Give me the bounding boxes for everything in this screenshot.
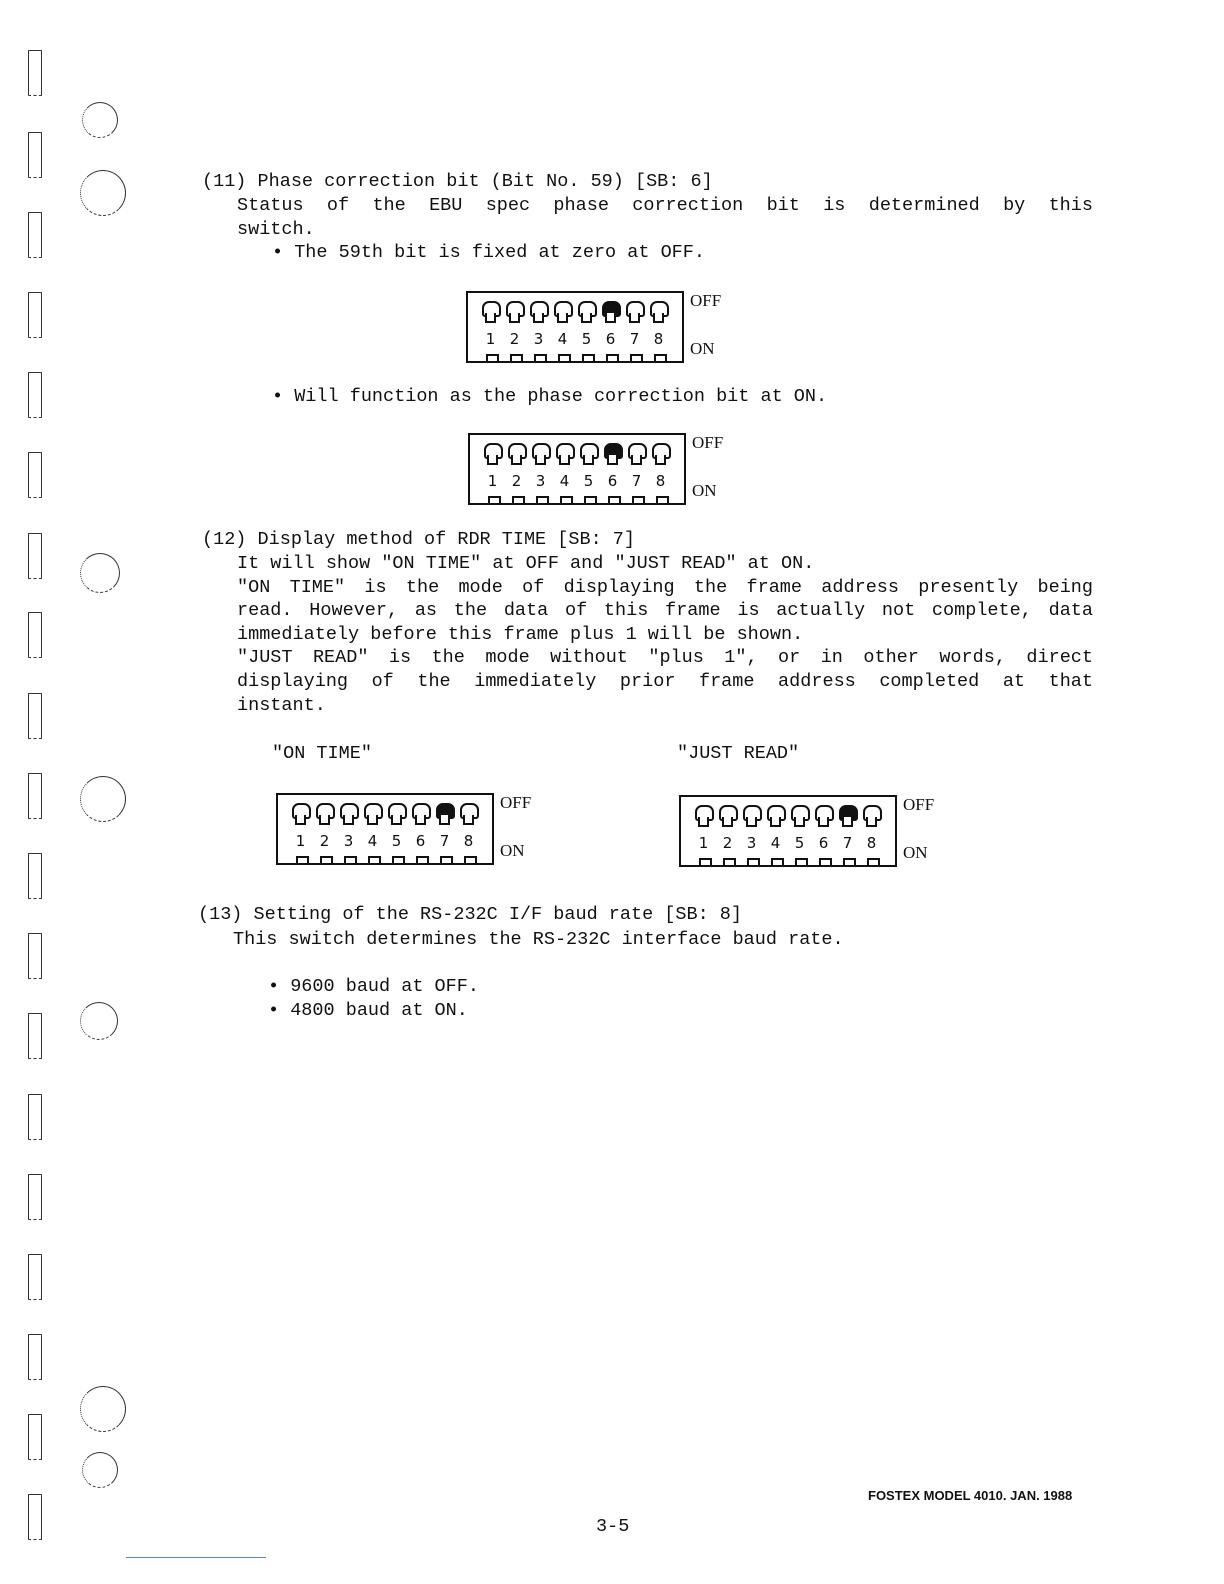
dip-switch-stem [487, 455, 498, 465]
dip-frame-edge [684, 433, 686, 505]
dip-switch-5 [388, 803, 405, 827]
binder-slot [28, 132, 42, 178]
dip-switch-stem [391, 815, 402, 825]
dip-switch-7 [628, 443, 645, 467]
dip-pin [486, 354, 499, 363]
dip-switch-8 [460, 803, 477, 827]
dip-switch-6 [602, 301, 619, 325]
dip-switch-6 [604, 443, 621, 467]
dip-switch-number: 6 [415, 832, 426, 850]
dip-pin [867, 858, 880, 867]
dip-switch-3 [743, 805, 760, 829]
dip-frame-edge [682, 291, 684, 363]
dip-pin [699, 858, 712, 867]
dip-switch-number: 5 [794, 834, 805, 852]
dip-switch-stem [605, 313, 616, 323]
dip-switch-number: 7 [842, 834, 853, 852]
dip-switch-4 [554, 301, 571, 325]
dip-switch-7 [436, 803, 453, 827]
dip-pin [654, 354, 667, 363]
dip-switch-stem [511, 455, 522, 465]
decorative-rule [126, 1557, 266, 1558]
dip-switch-stem [319, 815, 330, 825]
dip-pin [632, 496, 645, 505]
dip-pin [344, 856, 357, 865]
dip-switch-1 [482, 301, 499, 325]
dip-pin [510, 354, 523, 363]
section-12-paragraph-line: "ON TIME" is the mode of displaying the frame address presently being [237, 577, 1093, 598]
dip-pin [392, 856, 405, 865]
dip-switch-number: 2 [319, 832, 330, 850]
section-11-paragraph-line: Status of the EBU spec phase correction bit is determined by this [237, 195, 1093, 216]
section-11-bullet: • Will function as the phase correction bit at ON. [272, 386, 828, 407]
dip-pin [843, 858, 856, 867]
dip-switch-4 [364, 803, 381, 827]
dip-switch-stem [583, 455, 594, 465]
dip-switch-number: 8 [655, 472, 666, 490]
dip-switch-6 [815, 805, 832, 829]
dip-pin [416, 856, 429, 865]
binder-hole [80, 170, 126, 216]
section-13-bullet: • 4800 baud at ON. [268, 1000, 468, 1021]
binder-hole [80, 553, 120, 593]
on-label: ON [500, 841, 525, 860]
binder-slot [28, 292, 42, 338]
dip-switch-number: 7 [631, 472, 642, 490]
dip-switch-2 [508, 443, 525, 467]
dip-switch-stem [746, 817, 757, 827]
binder-slot [28, 693, 42, 739]
dip-switch-stem [842, 817, 853, 827]
dip-switch-stem [655, 455, 666, 465]
dip-switch-stem [581, 313, 592, 323]
binder-slot [28, 1013, 42, 1059]
caption-on-time: "ON TIME" [272, 743, 372, 764]
dip-switch-number: 1 [295, 832, 306, 850]
dip-pin [656, 496, 669, 505]
binder-slot [28, 1414, 42, 1460]
dip-switch-1 [695, 805, 712, 829]
section-12-paragraph-line: displaying of the immediately prior frame address completed at that [237, 671, 1093, 692]
dip-pin [747, 858, 760, 867]
dip-switch-number: 3 [343, 832, 354, 850]
dip-switch-8 [652, 443, 669, 467]
section-13-paragraph: This switch determines the RS-232C interface baud rate. [233, 929, 844, 950]
dip-switch-5 [791, 805, 808, 829]
dip-pin [771, 858, 784, 867]
binder-slot [28, 212, 42, 258]
binder-slot [28, 773, 42, 819]
binder-slot [28, 612, 42, 658]
dip-pin [630, 354, 643, 363]
dip-switch-number: 7 [629, 330, 640, 348]
dip-switch-stem [818, 817, 829, 827]
dip-switch-1 [484, 443, 501, 467]
dip-switch-number: 6 [605, 330, 616, 348]
dip-switch-1 [292, 803, 309, 827]
dip-pin [368, 856, 381, 865]
dip-switch-stem [794, 817, 805, 827]
section-13-heading: (13) Setting of the RS-232C I/F baud rate [SB: 8] [198, 904, 742, 925]
dip-switch-stem [722, 817, 733, 827]
dip-pin [488, 496, 501, 505]
dip-switch-3 [530, 301, 547, 325]
binder-slot [28, 372, 42, 418]
section-12-paragraph-line: instant. [237, 695, 326, 716]
dip-pin [534, 354, 547, 363]
dip-switch-stem [698, 817, 709, 827]
dip-switch-stem [533, 313, 544, 323]
section-12-paragraph-line: immediately before this frame plus 1 will be shown. [237, 624, 804, 645]
section-12-paragraph-line: It will show "ON TIME" at OFF and "JUST READ" at ON. [237, 553, 815, 574]
dip-pin [536, 496, 549, 505]
dip-switch-7 [839, 805, 856, 829]
dip-pin [440, 856, 453, 865]
dip-switch-diagram [276, 793, 532, 865]
off-label: OFF [690, 291, 722, 310]
binder-hole [80, 1386, 126, 1432]
dip-switch-7 [626, 301, 643, 325]
dip-switch-stem [557, 313, 568, 323]
dip-switch-stem [343, 815, 354, 825]
dip-switch-5 [578, 301, 595, 325]
on-label: ON [690, 339, 715, 358]
on-label: ON [692, 481, 717, 500]
dip-switch-number: 3 [746, 834, 757, 852]
dip-switch-8 [863, 805, 880, 829]
dip-switch-number: 4 [559, 472, 570, 490]
dip-switch-stem [295, 815, 306, 825]
dip-switch-6 [412, 803, 429, 827]
dip-switch-stem [559, 455, 570, 465]
binder-slot [28, 853, 42, 899]
binder-hole [82, 102, 118, 138]
dip-switch-number: 8 [866, 834, 877, 852]
dip-switch-number: 7 [439, 832, 450, 850]
dip-switch-2 [719, 805, 736, 829]
off-label: OFF [500, 793, 532, 812]
dip-switch-stem [415, 815, 426, 825]
dip-pin [584, 496, 597, 505]
dip-switch-number: 4 [557, 330, 568, 348]
footer-brand: FOSTEX MODEL 4010. JAN. 1988 [868, 1488, 1073, 1503]
dip-switch-number: 8 [653, 330, 664, 348]
dip-pin [819, 858, 832, 867]
dip-switch-stem [463, 815, 474, 825]
dip-frame-edge [492, 793, 494, 865]
dip-switch-stem [535, 455, 546, 465]
binder-slot [28, 1334, 42, 1380]
dip-switch-stem [607, 455, 618, 465]
dip-switch-number: 1 [485, 330, 496, 348]
binder-slot [28, 1094, 42, 1140]
dip-pin [320, 856, 333, 865]
binder-slot [28, 933, 42, 979]
dip-switch-3 [532, 443, 549, 467]
dip-pin [582, 354, 595, 363]
binder-slot [28, 1174, 42, 1220]
on-label: ON [903, 843, 928, 862]
dip-switch-stem [509, 313, 520, 323]
dip-switch-number: 2 [511, 472, 522, 490]
dip-pin [560, 496, 573, 505]
section-11-heading: (11) Phase correction bit (Bit No. 59) [SB: 6] [202, 171, 713, 192]
off-label: OFF [692, 433, 724, 452]
dip-pin [296, 856, 309, 865]
binder-slot [28, 452, 42, 498]
dip-switch-stem [653, 313, 664, 323]
section-12-paragraph-line: read. However, as the data of this frame is actually not complete, data [237, 600, 1093, 621]
dip-switch-number: 2 [722, 834, 733, 852]
dip-switch-number: 8 [463, 832, 474, 850]
dip-pin [795, 858, 808, 867]
dip-pin [464, 856, 477, 865]
dip-switch-stem [485, 313, 496, 323]
binder-slot [28, 50, 42, 96]
dip-pin [512, 496, 525, 505]
dip-switch-number: 1 [487, 472, 498, 490]
dip-switch-8 [650, 301, 667, 325]
dip-switch-diagram [468, 433, 724, 505]
dip-switch-number: 6 [818, 834, 829, 852]
dip-switch-number: 3 [533, 330, 544, 348]
dip-switch-number: 5 [583, 472, 594, 490]
section-11-paragraph-line: switch. [237, 219, 315, 240]
dip-pin [608, 496, 621, 505]
dip-switch-number: 4 [770, 834, 781, 852]
dip-switch-number: 2 [509, 330, 520, 348]
binder-hole [80, 776, 126, 822]
dip-switch-2 [506, 301, 523, 325]
binder-slot [28, 1254, 42, 1300]
dip-switch-stem [629, 313, 640, 323]
dip-switch-number: 3 [535, 472, 546, 490]
dip-switch-diagram [679, 795, 935, 867]
dip-switch-number: 6 [607, 472, 618, 490]
dip-switch-2 [316, 803, 333, 827]
binder-hole [82, 1452, 118, 1488]
dip-switch-stem [439, 815, 450, 825]
dip-pin [558, 354, 571, 363]
page-number: 3-5 [596, 1516, 630, 1537]
section-12-paragraph-line: "JUST READ" is the mode without "plus 1", or in other words, direct [237, 647, 1093, 668]
dip-switch-number: 4 [367, 832, 378, 850]
dip-switch-number: 1 [698, 834, 709, 852]
dip-switch-stem [367, 815, 378, 825]
dip-switch-stem [631, 455, 642, 465]
off-label: OFF [903, 795, 935, 814]
dip-switch-stem [866, 817, 877, 827]
dip-pin [606, 354, 619, 363]
dip-switch-5 [580, 443, 597, 467]
dip-switch-4 [767, 805, 784, 829]
dip-switch-number: 5 [391, 832, 402, 850]
caption-just-read: "JUST READ" [677, 743, 800, 764]
dip-switch-4 [556, 443, 573, 467]
section-13-bullet: • 9600 baud at OFF. [268, 976, 479, 997]
binder-hole [80, 1002, 118, 1040]
binder-slot [28, 1494, 42, 1540]
dip-frame-edge [895, 795, 897, 867]
section-11-bullet: • The 59th bit is fixed at zero at OFF. [272, 242, 705, 263]
dip-pin [723, 858, 736, 867]
binder-slot [28, 533, 42, 579]
dip-switch-diagram [466, 291, 722, 363]
dip-switch-3 [340, 803, 357, 827]
section-12-heading: (12) Display method of RDR TIME [SB: 7] [202, 529, 635, 550]
dip-switch-stem [770, 817, 781, 827]
dip-switch-number: 5 [581, 330, 592, 348]
